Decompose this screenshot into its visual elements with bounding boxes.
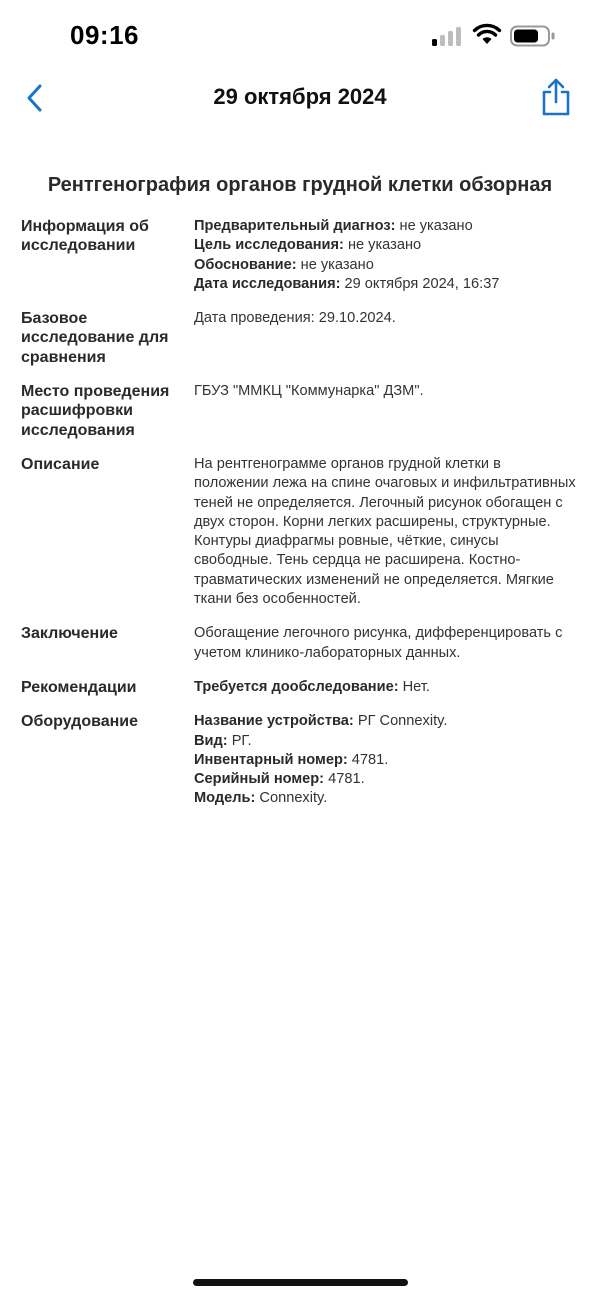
info-line-date: Дата исследования: 29 октября 2024, 16:37 <box>194 275 500 292</box>
conclusion-value: Обогащение легочного рисунка, дифференцировать с учетом клинико-лабораторных данных. <box>194 625 563 661</box>
signal-icon <box>432 26 464 46</box>
wifi-icon <box>472 22 502 46</box>
status-bar <box>0 0 600 70</box>
battery-icon <box>510 25 556 47</box>
study-info-label: Информация об исследовании <box>21 218 149 255</box>
equipment-label: Оборудование <box>21 713 139 731</box>
place-label: Место проведения расшифровки исследования <box>21 383 170 439</box>
row-recommendations <box>21 678 581 697</box>
row-place <box>21 382 581 440</box>
recommendations-label: Рекомендации <box>21 678 137 696</box>
document-title: Рентгенография органов грудной клетки обзорная <box>47 174 553 196</box>
home-indicator[interactable] <box>193 1279 408 1286</box>
row-baseline <box>21 309 581 367</box>
equipment-line-serial: Серийный номер: 4781. <box>194 771 365 788</box>
equipment-line-type: Вид: РГ. <box>194 732 252 749</box>
info-line-justification: Обоснование: не указано <box>194 256 374 273</box>
description-value: На рентгенограмме органов грудной клетки в положении лежа на спине очаговых и инфильтративных теней не определяется. Легочный рисунок обогащен с двух сторон. Корни легких расширены, структурные. Контуры диафрагмы ровные, чёткие, синусы свободные. Тень сердца не расширена. Костно-травматических изменений не определяется. Мягкие ткани без особенностей. <box>194 455 576 608</box>
row-study-info <box>21 217 581 294</box>
nav-bar <box>0 70 600 126</box>
equipment-value <box>194 712 579 808</box>
equipment-line-device: Название устройства: РГ Connexity. <box>194 713 448 730</box>
info-line-diagnosis: Предварительный диагноз: не указано <box>194 218 473 234</box>
row-description <box>21 455 581 609</box>
row-conclusion <box>21 624 581 663</box>
page-title: 29 октября 2024 <box>213 84 387 109</box>
equipment-line-model: Модель: Connexity. <box>194 790 328 807</box>
row-equipment <box>21 712 581 808</box>
baseline-value: Дата проведения: 29.10.2024. <box>194 310 396 327</box>
report-details <box>21 217 581 824</box>
recommendations-value: Требуется дообследование: Нет. <box>194 678 430 695</box>
equipment-line-inventory: Инвентарный номер: 4781. <box>194 751 389 768</box>
share-button[interactable] <box>538 76 574 118</box>
baseline-label: Базовое исследование для сравнения <box>21 310 169 366</box>
place-value: ГБУЗ "ММКЦ "Коммунарка" ДЗМ". <box>194 383 424 400</box>
conclusion-label: Заключение <box>21 625 118 643</box>
description-label: Описание <box>21 455 100 473</box>
info-line-purpose: Цель исследования: не указано <box>194 237 422 254</box>
study-info-value <box>194 217 579 294</box>
status-time: 09:16 <box>70 20 139 50</box>
